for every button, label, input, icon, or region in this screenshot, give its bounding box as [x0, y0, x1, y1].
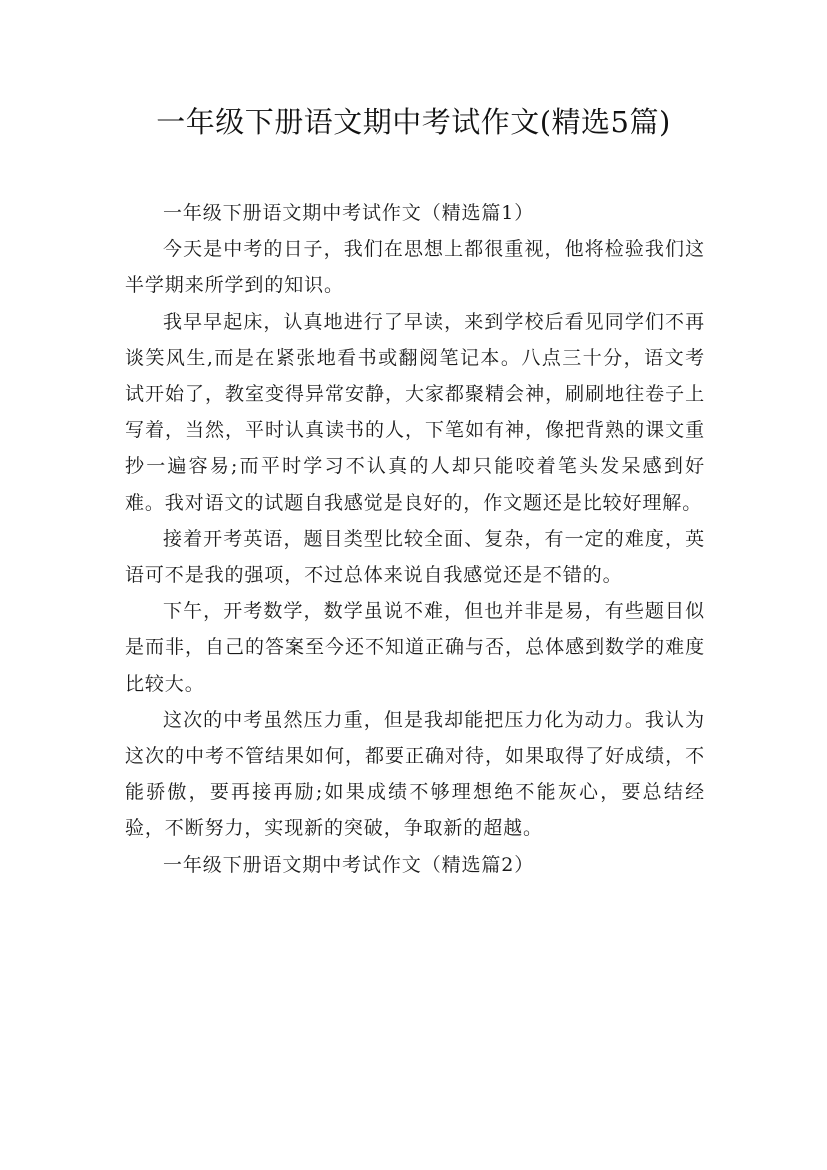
paragraph: 下午，开考数学，数学虽说不难，但也并非是易，有些题目似是而非，自己的答案至今还不知道正确与否，总体感到数学的难度比较大。 [125, 600, 705, 695]
section-heading-2: 一年级下册语文期中考试作文（精选篇2） [163, 853, 535, 876]
paragraph: 我早早起床，认真地进行了早读，来到学校后看见同学们不再谈笑风生,而是在紧张地看书或翻阅笔记本。八点三十分，语文考试开始了，教室变得异常安静，大家都聚精会神，刷刷地往卷子上写着，当然，平时认真读书的人，下笔如有神，像把背熟的课文重抄一遍容易;而平时学习不认真的人却只能咬着笔头发呆感到好难。我对语文的试题自我感觉是良好的，作文题还是比较好理解。 [125, 310, 705, 514]
paragraph: 今天是中考的日子，我们在思想上都很重视，他将检验我们这半学期来所学到的知识。 [125, 238, 705, 297]
document-title: 一年级下册语文期中考试作文(精选5篇) [156, 105, 671, 139]
paragraph: 这次的中考虽然压力重，但是我却能把压力化为动力。我认为这次的中考不管结果如何，都要正确对待，如果取得了好成绩，不能骄傲，要再接再励;如果成绩不够理想绝不能灰心，要总结经验，不断努力，实现新的突破，争取新的超越。 [125, 708, 705, 840]
section-heading-1: 一年级下册语文期中考试作文（精选篇1） [163, 202, 535, 224]
document-body [125, 195, 705, 883]
paragraph: 接着开考英语，题目类型比较全面、复杂，有一定的难度，英语可不是我的强项，不过总体来说自我感觉还是不错的。 [125, 527, 705, 587]
